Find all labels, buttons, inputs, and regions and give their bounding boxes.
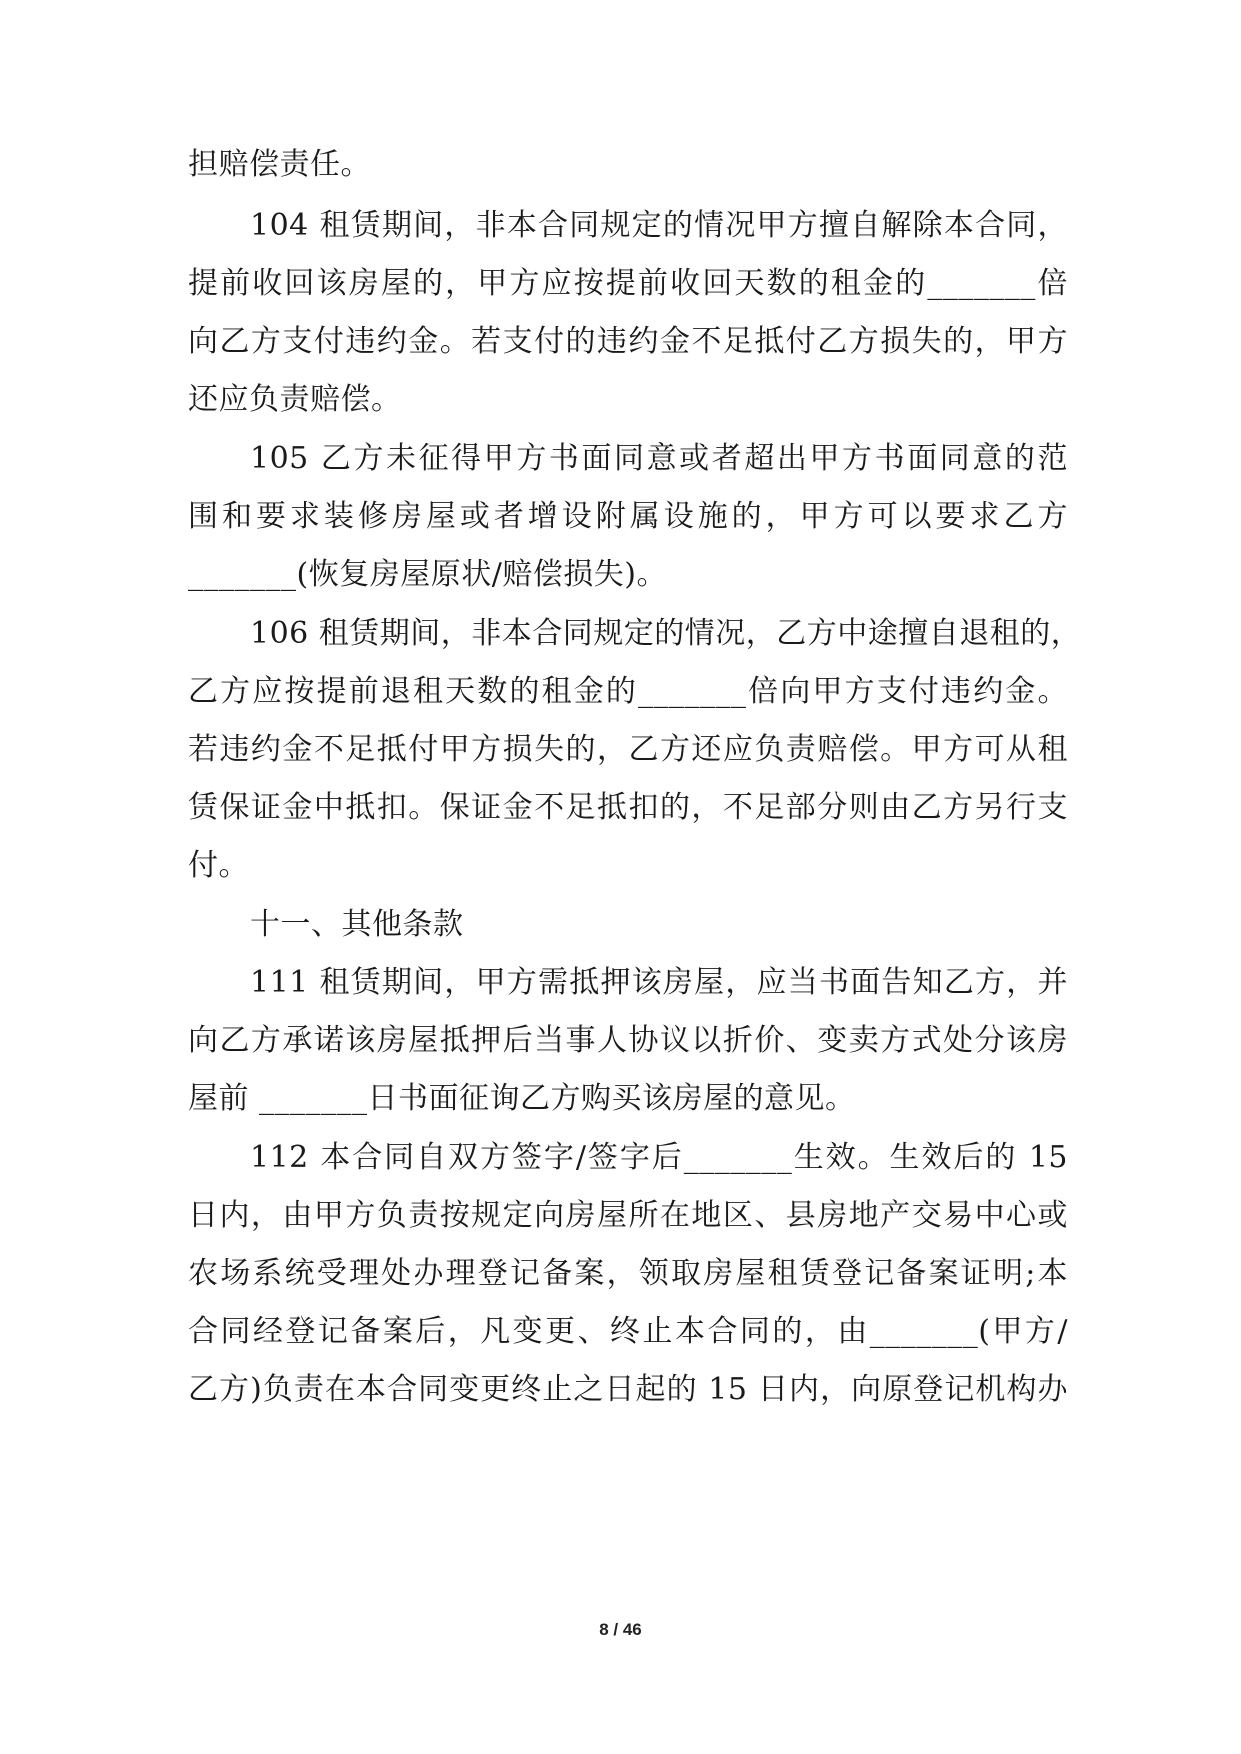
section-heading: 十一、其他条款 [250,907,464,942]
text-line: 若违约金不足抵付甲方损失的，乙方还应负责赔偿。甲方可从租 [188,732,1068,767]
page-number: 8 / 46 [599,1620,642,1639]
text-line: 提前收回该房屋的，甲方应按提前收回天数的租金的_______倍 [188,266,1068,301]
text-line: 112 本合同自双方签字/签字后_______生效。生效后的 15 [250,1140,1068,1175]
text-line: 还应负责赔偿。 [188,382,402,417]
text-line: 104 租赁期间，非本合同规定的情况甲方擅自解除本合同， [250,208,1068,243]
text-line: 付。 [188,848,249,883]
text-line: 担赔偿责任。 [188,147,371,182]
text-line: 向乙方支付违约金。若支付的违约金不足抵付乙方损失的，甲方 [188,324,1068,359]
text-line: 农场系统受理处办理登记备案，领取房屋租赁登记备案证明;本 [188,1256,1068,1291]
text-line: 赁保证金中抵扣。保证金不足抵扣的，不足部分则由乙方另行支 [188,790,1068,825]
text-line: 围和要求装修房屋或者增设附属设施的，甲方可以要求乙方 [188,499,1068,534]
text-line: 乙方)负责在本合同变更终止之日起的 15 日内，向原登记机构办 [188,1372,1068,1407]
text-line: 111 租赁期间，甲方需抵押该房屋，应当书面告知乙方，并 [250,965,1068,1000]
text-line: 合同经登记备案后，凡变更、终止本合同的，由_______(甲方/ [188,1314,1068,1349]
text-line: 105 乙方未征得甲方书面同意或者超出甲方书面同意的范 [250,441,1068,476]
text-line: 106 租赁期间，非本合同规定的情况，乙方中途擅自退租的， [250,616,1082,651]
text-line: 屋前 _______日书面征询乙方购买该房屋的意见。 [188,1081,856,1116]
text-line: 乙方应按提前退租天数的租金的_______倍向甲方支付违约金。 [188,674,1068,709]
text-line: 日内，由甲方负责按规定向房屋所在地区、县房地产交易中心或 [188,1198,1068,1233]
text-line: 向乙方承诺该房屋抵押后当事人协议以折价、变卖方式处分该房 [188,1023,1068,1058]
text-line: _______(恢复房屋原状/赔偿损失)。 [188,557,668,592]
